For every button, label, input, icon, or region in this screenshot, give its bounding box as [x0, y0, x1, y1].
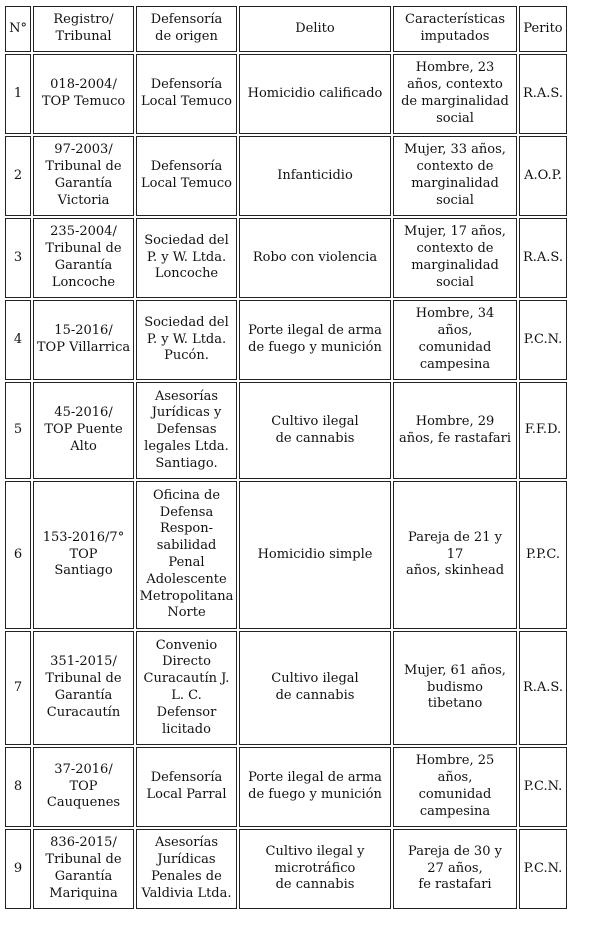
cell-defensoria: Sociedad del P. y W. Ltda. Pucón. [136, 300, 237, 380]
cell-registro: 836-2015/ Tribunal de Garantía Mariquina [33, 829, 134, 909]
cell-caracteristicas: Mujer, 61 años, budismo tibetano [393, 631, 517, 745]
cell-n: 3 [5, 218, 31, 298]
cell-registro: 153-2016/7° TOP Santiago [33, 481, 134, 629]
table-row [5, 54, 567, 134]
cell-delito: Porte ilegal de arma de fuego y munición [239, 300, 391, 380]
cell-perito: P.C.N. [519, 300, 567, 380]
table-row [5, 747, 567, 827]
cell-n: 8 [5, 747, 31, 827]
cell-defensoria: Defensoría Local Parral [136, 747, 237, 827]
cell-delito: Cultivo ilegal de cannabis [239, 631, 391, 745]
cell-delito: Homicidio simple [239, 481, 391, 629]
cell-delito: Robo con violencia [239, 218, 391, 298]
cell-registro: 15-2016/ TOP Villarrica [33, 300, 134, 380]
cell-perito: A.O.P. [519, 136, 567, 216]
cell-caracteristicas: Mujer, 17 años, contexto de marginalidad social [393, 218, 517, 298]
cell-perito: R.A.S. [519, 631, 567, 745]
cell-perito: P.C.N. [519, 829, 567, 909]
cell-caracteristicas: Mujer, 33 años, contexto de marginalidad social [393, 136, 517, 216]
cell-perito: P.C.N. [519, 747, 567, 827]
cell-registro: 018-2004/ TOP Temuco [33, 54, 134, 134]
cell-n: 1 [5, 54, 31, 134]
table-row [5, 218, 567, 298]
header-caracteristicas: Características imputados [393, 6, 517, 52]
cell-caracteristicas: Hombre, 29 años, fe rastafari [393, 382, 517, 479]
cell-n: 9 [5, 829, 31, 909]
cell-caracteristicas: Hombre, 23 años, contexto de marginalidad social [393, 54, 517, 134]
table-row [5, 136, 567, 216]
table-row [5, 829, 567, 909]
cell-registro: 97-2003/ Tribunal de Garantía Victoria [33, 136, 134, 216]
cell-registro: 37-2016/ TOP Cauquenes [33, 747, 134, 827]
cell-n: 2 [5, 136, 31, 216]
cell-perito: F.F.D. [519, 382, 567, 479]
cell-caracteristicas: Hombre, 25 años, comunidad campesina [393, 747, 517, 827]
cell-delito: Cultivo ilegal y microtráfico de cannabis [239, 829, 391, 909]
cell-defensoria: Sociedad del P. y W. Ltda. Loncoche [136, 218, 237, 298]
cell-defensoria: Asesorías Jurídicas Penales de Valdivia Ltda. [136, 829, 237, 909]
header-defensoria: Defensoría de origen [136, 6, 237, 52]
cell-defensoria: Oficina de Defensa Respon- sabilidad Penal Adolescente Metropolitana Norte [136, 481, 237, 629]
cell-n: 7 [5, 631, 31, 745]
cell-registro: 235-2004/ Tribunal de Garantía Loncoche [33, 218, 134, 298]
cases-table-container [3, 4, 569, 911]
cell-n: 4 [5, 300, 31, 380]
cell-delito: Porte ilegal de arma de fuego y munición [239, 747, 391, 827]
cell-caracteristicas: Pareja de 21 y 17 años, skinhead [393, 481, 517, 629]
cell-delito: Cultivo ilegal de cannabis [239, 382, 391, 479]
cell-caracteristicas: Hombre, 34 años, comunidad campesina [393, 300, 517, 380]
cell-perito: R.A.S. [519, 54, 567, 134]
cell-n: 6 [5, 481, 31, 629]
table-row [5, 631, 567, 745]
table-row [5, 300, 567, 380]
cell-registro: 351-2015/ Tribunal de Garantía Curacautín [33, 631, 134, 745]
cell-registro: 45-2016/ TOP Puente Alto [33, 382, 134, 479]
cell-defensoria: Asesorías Jurídicas y Defensas legales Ltda. Santiago. [136, 382, 237, 479]
table-row [5, 481, 567, 629]
header-row [5, 6, 567, 52]
cell-perito: R.A.S. [519, 218, 567, 298]
table-row [5, 382, 567, 479]
cell-defensoria: Defensoría Local Temuco [136, 136, 237, 216]
cell-delito: Infanticidio [239, 136, 391, 216]
header-n: N° [5, 6, 31, 52]
cell-delito: Homicidio calificado [239, 54, 391, 134]
cell-defensoria: Convenio Directo Curacautín J. L. C. Defensor licitado [136, 631, 237, 745]
cases-table [3, 4, 569, 911]
cell-perito: P.P.C. [519, 481, 567, 629]
header-delito: Delito [239, 6, 391, 52]
cell-caracteristicas: Pareja de 30 y 27 años, fe rastafari [393, 829, 517, 909]
cell-n: 5 [5, 382, 31, 479]
header-registro: Registro/ Tribunal [33, 6, 134, 52]
cell-defensoria: Defensoría Local Temuco [136, 54, 237, 134]
header-perito: Perito [519, 6, 567, 52]
